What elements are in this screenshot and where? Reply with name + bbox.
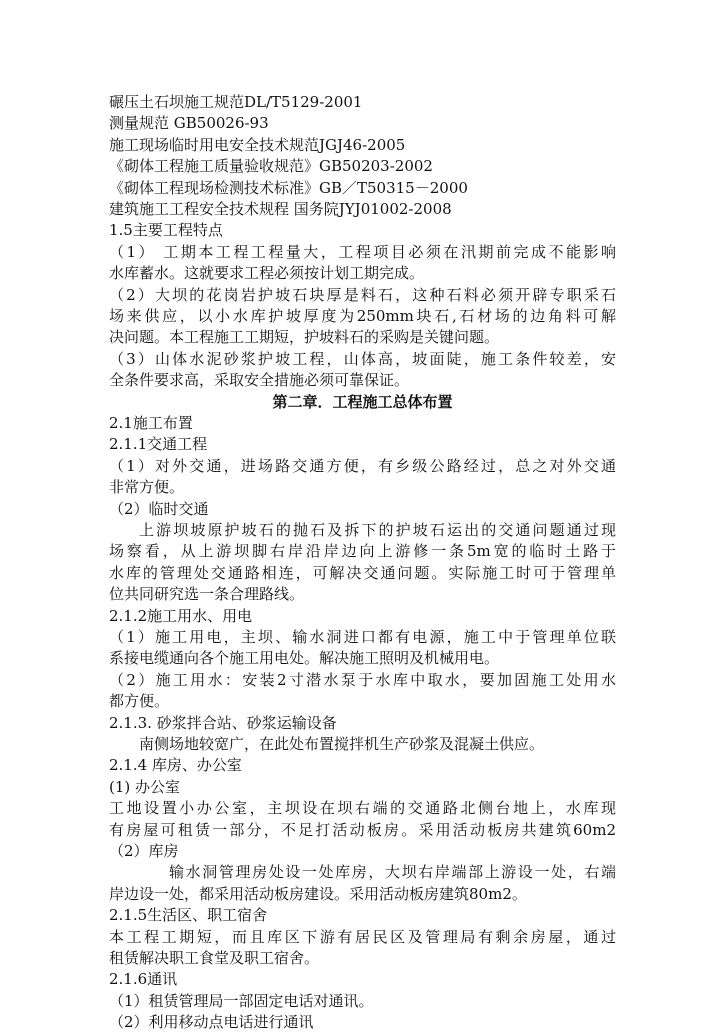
section-heading: 1.5主要工程特点 [109, 221, 223, 240]
paragraph-line: 场察看，从上游坝脚右岸沿岸边向上游修一条5m宽的临时土路于 [109, 542, 616, 561]
document-page [109, 92, 616, 1034]
paragraph-line: 有房屋可租赁一部分，不足打活动板房。采用活动板房共建筑60m2 [109, 820, 616, 839]
text-line: 建筑施工工程安全技术规程 国务院JYJ01002-2008 [109, 200, 452, 219]
paragraph-line: 位共同研究选一条合理路线。 [109, 585, 305, 604]
paragraph-line: 非常方便。 [109, 478, 185, 497]
paragraph-line: 输水洞管理房处设一处库房，大坝右岸端部上游设一处，右端 [169, 863, 616, 882]
paragraph-line: 岸边设一处，都采用活动板房建设。采用活动板房建筑80m2。 [109, 884, 527, 903]
paragraph-line: （2）施工用水：安装2寸潜水泵于水库中取水，要加固施工处用水 [109, 670, 616, 689]
paragraph-line: 都方便。 [109, 692, 170, 711]
chapter-title: 第二章．工程施工总体布置 [272, 392, 453, 411]
paragraph-line: 上游坝坡原护坡石的抛石及拆下的护坡石运出的交通问题通过现 [139, 521, 616, 540]
paragraph-line: 工地设置小办公室，主坝设在坝右端的交通路北侧台地上，水库现 [109, 799, 616, 818]
text-line: 碾压土石坝施工规范DL/T5129-2001 [109, 93, 363, 111]
section-heading: 2.1.1交通工程 [109, 435, 208, 454]
paragraph-line: （3）山体水泥砂浆护坡工程，山体高，坡面陡，施工条件较差，安 [109, 349, 616, 368]
paragraph-line: （2）库房 [109, 842, 179, 861]
text-line: 测量规范 GB50026-93 [109, 114, 269, 133]
section-heading: 2.1施工布置 [109, 414, 193, 433]
paragraph-line: 系接电缆通向各个施工用电处。解决施工照明及机械用电。 [109, 649, 500, 668]
text-line: 施工现场临时用电安全技术规范JGJ46-2005 [109, 135, 406, 154]
paragraph-line: （2）临时交通 [109, 499, 209, 518]
paragraph-line: （1）对外交通，进场路交通方便，有乡级公路经过，总之对外交通 [109, 456, 616, 475]
paragraph-line: （2）利用移动点电话进行通讯 [109, 1013, 314, 1032]
paragraph-line: 场来供应，以小水库护坡厚度为250mm块石,石材场的边角料可解 [109, 307, 616, 326]
paragraph-line: 全条件要求高，采取安全措施必须可靠保证。 [109, 371, 410, 390]
text-line: 《砌体工程现场检测技术标准》GB／T50315－2000 [109, 178, 468, 197]
paragraph-line: 水库的管理处交通路相连，可解决交通问题。实际施工时可于管理单 [109, 563, 616, 582]
paragraph-line: 南侧场地较宽广，在此处布置搅拌机生产砂浆及混凝土供应。 [139, 735, 545, 754]
paragraph-line: (1) 办公室 [109, 777, 181, 796]
paragraph-line: 水库蓄水。这就要求工程必须按计划工期完成。 [109, 264, 425, 283]
paragraph-line: （1） 工期本工程工程量大，工程项目必须在汛期前完成不能影响 [109, 242, 616, 261]
section-heading: 2.1.4 库房、办公室 [109, 756, 242, 775]
text-line: 《砌体工程施工质量验收规范》GB50203-2002 [109, 157, 433, 176]
paragraph-line: 本工程工期短，而且库区下游有居民区及管理局有剩余房屋，通过 [109, 927, 616, 946]
paragraph-line: （1）施工用电，主坝、输水洞进口都有电源，施工中于管理单位联 [109, 628, 616, 647]
section-heading: 2.1.2施工用水、用电 [109, 606, 253, 625]
section-heading: 2.1.3. 砂浆拌合站、砂浆运输设备 [109, 713, 337, 732]
section-heading: 2.1.5生活区、职工宿舍 [109, 906, 268, 925]
paragraph-line: （1）租赁管理局一部固定电话对通讯。 [109, 991, 374, 1010]
paragraph-line: 租赁解决职工食堂及职工宿舍。 [109, 949, 320, 968]
paragraph-line: 决问题。本工程施工工期短，护坡料石的采购是关键问题。 [109, 328, 500, 347]
section-heading: 2.1.6通讯 [109, 970, 178, 989]
paragraph-line: （2）大坝的花岗岩护坡石块厚是料石，这种石料必须开辟专职采石 [109, 285, 616, 304]
